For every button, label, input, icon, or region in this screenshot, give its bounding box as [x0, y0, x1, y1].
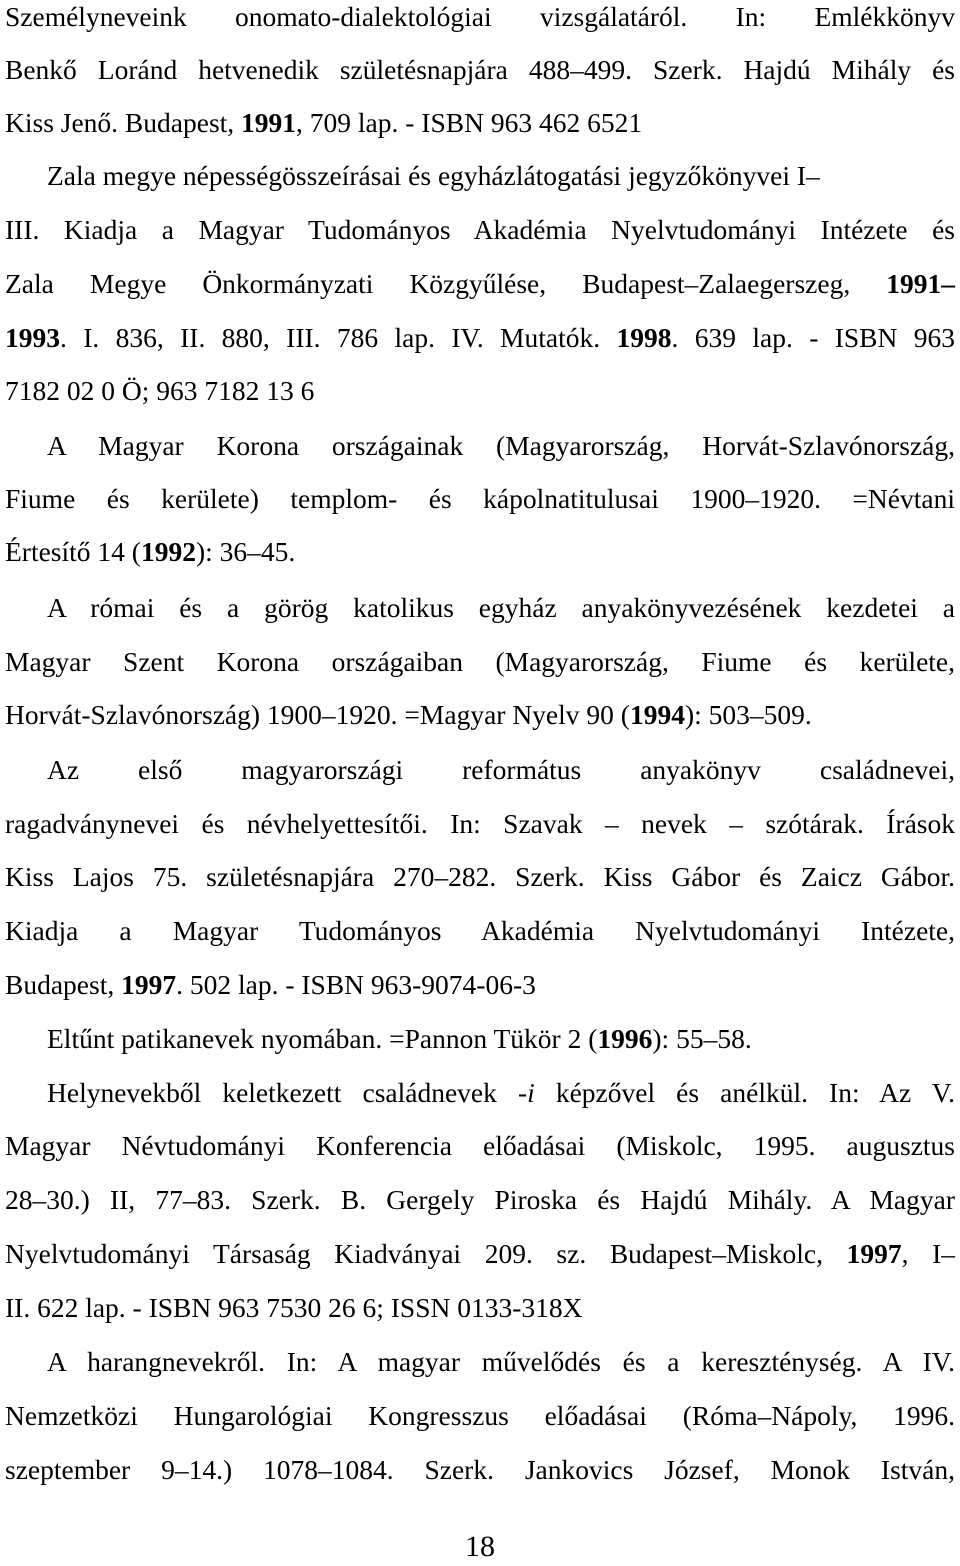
text-segment: . I. 836, II. 880, III. 786 lap. IV. Mutatók.: [60, 322, 617, 353]
text-segment: 1994: [629, 699, 685, 730]
text-segment: Kiss Jenő. Budapest,: [5, 107, 242, 138]
text-segment: III. Kiadja a Magyar Tudományos Akadémia Nyelvtudományi Intézete és: [5, 214, 955, 245]
text-segment: Zala megye népességösszeírásai és egyházlátogatási jegyzőkönyvei I–: [47, 160, 820, 191]
text-line: [5, 105, 955, 159]
text-segment: ragadványnevei és névhelyettesítői. In: Szavak – nevek – szótárak. Írások: [5, 808, 955, 839]
text-segment: Eltűnt patikanevek nyomában. =Pannon Tükör 2 (: [47, 1023, 598, 1054]
text-segment: Az első magyarországi református anyakönyv családnevei,: [47, 754, 955, 785]
text-segment: A harangnevekről. In: A magyar művelődés és a kereszténység. A IV.: [47, 1346, 955, 1377]
text-segment: . 502 lap. - ISBN 963-9074-06-3: [176, 969, 536, 1000]
text-segment: 7182 02 0 Ö; 963 7182 13 6: [5, 375, 315, 406]
text-line: [5, 644, 955, 698]
text-segment: Kiss Lajos 75. születésnapjára 270–282. Szerk. Kiss Gábor és Zaicz Gábor.: [5, 861, 955, 892]
text-segment: 1992: [140, 536, 196, 567]
text-line: [47, 752, 955, 806]
text-segment: Személyneveink onomato-dialektológiai vizsgálatáról. In: Emlékkönyv: [5, 1, 955, 32]
page-number: 18: [465, 1530, 495, 1563]
text-line: [5, 913, 955, 967]
text-line: [5, 967, 955, 1021]
text-segment: 1996: [597, 1023, 653, 1054]
text-segment: 28–30.) II, 77–83. Szerk. B. Gergely Piroska és Hajdú Mihály. A Magyar: [5, 1184, 955, 1215]
text-segment: Budapest,: [5, 969, 122, 1000]
text-segment: Magyar Szent Korona országaiban (Magyarország, Fiume és kerülete,: [5, 646, 955, 677]
text-line: [5, 1236, 955, 1290]
text-segment: Helynevekből keletkezett családnevek: [47, 1077, 518, 1108]
text-segment: képzővel és anélkül. In: Az V.: [534, 1077, 955, 1108]
text-line: [5, 52, 955, 106]
text-line: [5, 697, 955, 751]
text-line: [47, 158, 955, 212]
text-line: [5, 320, 955, 374]
text-segment: Horvát-Szlavónország) 1900–1920. =Magyar Nyelv 90 (: [5, 699, 630, 730]
text-line: [5, 1290, 955, 1344]
text-segment: Zala Megye Önkormányzati Közgyűlése, Budapest–Zalaegerszeg,: [5, 268, 887, 299]
text-segment: A római és a görög katolikus egyház anyakönyvezésének kezdetei a: [47, 592, 955, 623]
text-line: [47, 1021, 955, 1075]
text-segment: Nyelvtudományi Társaság Kiadványai 209. sz. Budapest–Miskolc,: [5, 1238, 847, 1269]
text-segment: , I–: [901, 1238, 955, 1269]
text-segment: ): 503–509.: [684, 699, 812, 730]
text-segment: 1991: [241, 107, 297, 138]
text-line: [5, 859, 955, 913]
text-segment: szeptember 9–14.) 1078–1084. Szerk. Jankovics József, Monok István,: [5, 1454, 955, 1485]
text-line: [5, 373, 955, 427]
text-segment: Kiadja a Magyar Tudományos Akadémia Nyelvtudományi Intézete,: [5, 915, 955, 946]
text-line: [5, 1182, 955, 1236]
text-segment: 1998: [616, 322, 672, 353]
text-segment: ): 36–45.: [195, 536, 296, 567]
text-line: [5, 481, 955, 535]
text-line: [47, 1075, 955, 1129]
text-segment: 1997: [846, 1238, 902, 1269]
text-segment: Nemzetközi Hungarológiai Kongresszus előadásai (Róma–Nápoly, 1996.: [5, 1400, 955, 1431]
text-segment: , 709 lap. - ISBN 963 462 6521: [296, 107, 643, 138]
text-segment: 1997: [121, 969, 177, 1000]
text-line: [5, 1398, 955, 1452]
text-segment: II. 622 lap. - ISBN 963 7530 26 6; ISSN 0133-318X: [5, 1292, 583, 1323]
text-segment: A Magyar Korona országainak (Magyarország, Horvát-Szlavónország,: [47, 430, 955, 461]
text-line: [5, 1128, 955, 1182]
text-line: [5, 1452, 955, 1506]
text-line: [47, 590, 955, 644]
text-segment: -i: [517, 1077, 535, 1108]
text-segment: . 639 lap. - ISBN 963: [671, 322, 955, 353]
text-line: [5, 266, 955, 320]
text-segment: Magyar Névtudományi Konferencia előadásai (Miskolc, 1995. augusztus: [5, 1130, 955, 1161]
text-line: [5, 806, 955, 860]
text-line: [5, 0, 955, 53]
text-segment: Fiume és kerülete) templom- és kápolnatitulusai 1900–1920. =Névtani: [5, 483, 955, 514]
text-line: [5, 534, 955, 588]
text-segment: ): 55–58.: [652, 1023, 752, 1054]
text-segment: Értesítő 14 (: [5, 536, 141, 567]
text-segment: Benkő Loránd hetvenedik születésnapjára 488–499. Szerk. Hajdú Mihály és: [5, 54, 955, 85]
text-line: [47, 1344, 955, 1398]
text-line: [47, 428, 955, 482]
text-segment: 1993: [5, 322, 60, 353]
text-line: [5, 212, 955, 266]
text-segment: 1991–: [886, 268, 955, 299]
